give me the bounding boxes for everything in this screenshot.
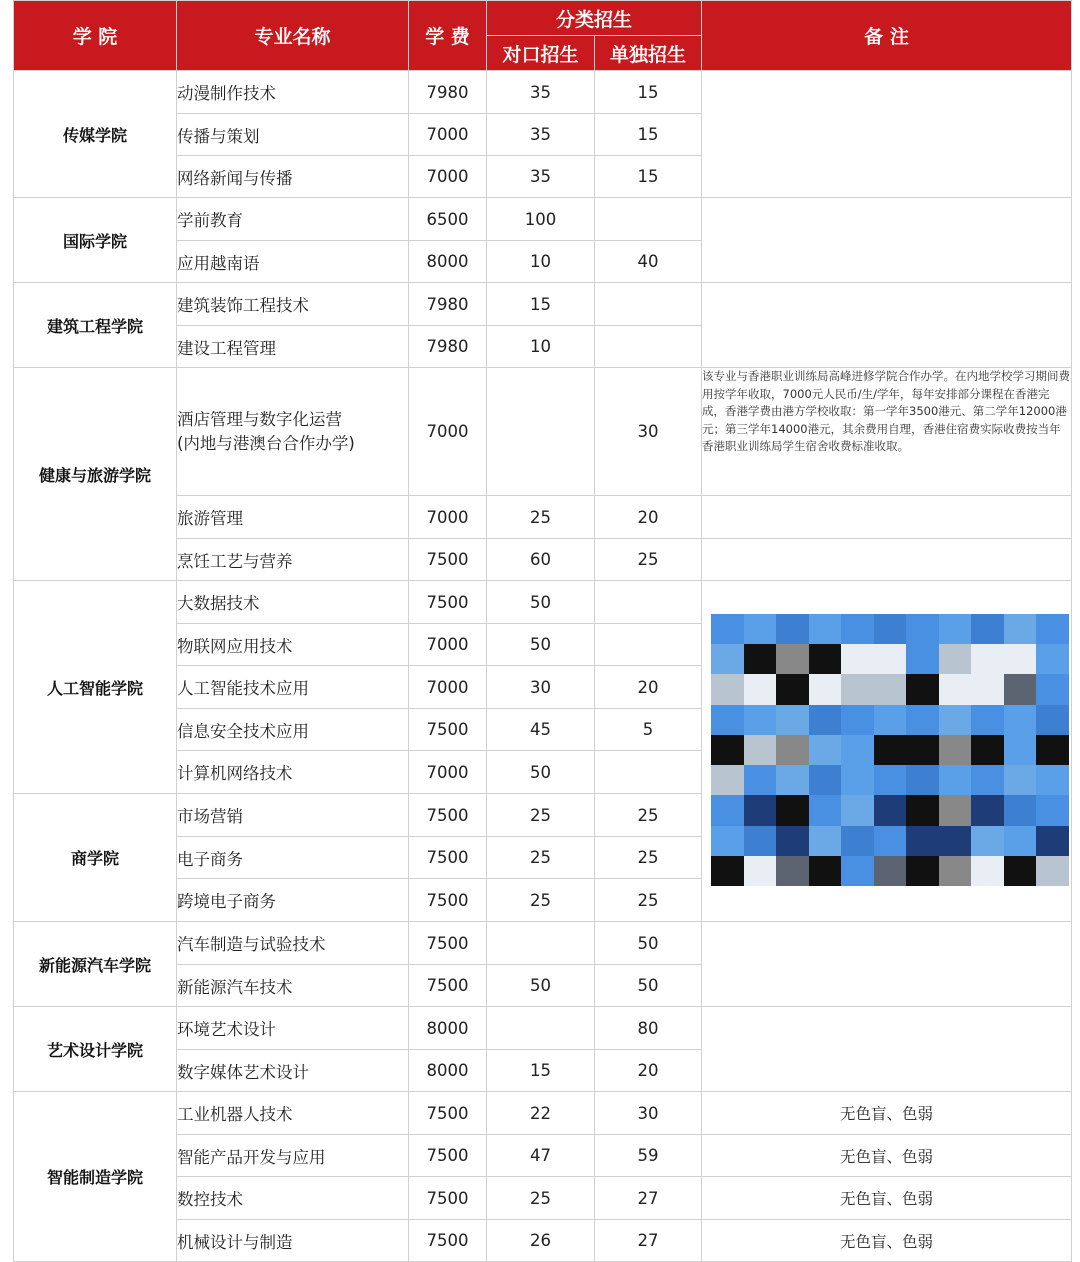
header-category: 分类招生 (487, 1, 702, 36)
mosaic-block (971, 856, 1004, 886)
mosaic-block (906, 856, 939, 886)
mosaic-block (841, 614, 874, 644)
mosaic-block (776, 614, 809, 644)
mosaic-block (906, 735, 939, 765)
major-cell: 数字媒体艺术设计 (177, 1050, 409, 1092)
tuition-cell: 7500 (409, 581, 487, 624)
duikou-cell: 25 (487, 837, 595, 879)
dandu-cell (595, 283, 702, 326)
tuition-cell: 7980 (409, 71, 487, 114)
mosaic-block (711, 795, 744, 825)
mosaic-block (776, 674, 809, 704)
mosaic-block (874, 826, 907, 856)
mosaic-block (809, 795, 842, 825)
mosaic-block (711, 614, 744, 644)
mosaic-block (939, 856, 972, 886)
dandu-cell: 30 (595, 1092, 702, 1135)
major-cell: 工业机器人技术 (177, 1092, 409, 1135)
mosaic-block (1004, 795, 1037, 825)
duikou-cell: 35 (487, 71, 595, 114)
table-row (14, 922, 1072, 965)
mosaic-block (776, 644, 809, 674)
mosaic-block (711, 856, 744, 886)
tuition-cell: 7500 (409, 1092, 487, 1135)
major-cell: 机械设计与制造 (177, 1220, 409, 1262)
tuition-cell: 7500 (409, 1135, 487, 1177)
major-cell: 环境艺术设计 (177, 1007, 409, 1050)
dandu-cell: 27 (595, 1177, 702, 1220)
duikou-cell: 45 (487, 709, 595, 751)
tuition-cell: 7980 (409, 283, 487, 326)
dandu-cell (595, 624, 702, 666)
mosaic-block (1004, 856, 1037, 886)
mosaic-block (1036, 826, 1069, 856)
remark-cell (702, 539, 1072, 581)
mosaic-block (1036, 674, 1069, 704)
dandu-cell: 5 (595, 709, 702, 751)
mosaic-block (874, 614, 907, 644)
remark-cell (702, 283, 1072, 368)
remark-cell: 无色盲、色弱 (702, 1220, 1072, 1262)
college-cell: 国际学院 (14, 198, 177, 283)
mosaic-block (906, 705, 939, 735)
mosaic-block (971, 644, 1004, 674)
mosaic-block (776, 856, 809, 886)
dandu-cell: 20 (595, 666, 702, 709)
mosaic-block (841, 674, 874, 704)
major-cell: 应用越南语 (177, 241, 409, 283)
dandu-cell: 25 (595, 539, 702, 581)
major-cell: 市场营销 (177, 794, 409, 837)
duikou-cell: 10 (487, 241, 595, 283)
dandu-cell: 25 (595, 794, 702, 837)
major-cell: 传播与策划 (177, 114, 409, 156)
college-cell: 建筑工程学院 (14, 283, 177, 368)
remark-cell (702, 71, 1072, 198)
mosaic-block (1004, 826, 1037, 856)
mosaic-block (939, 765, 972, 795)
tuition-cell: 7980 (409, 326, 487, 368)
dandu-cell (595, 326, 702, 368)
header-tuition: 学 费 (409, 1, 487, 71)
tuition-cell: 7500 (409, 922, 487, 965)
mosaic-block (1004, 614, 1037, 644)
major-cell: 学前教育 (177, 198, 409, 241)
mosaic-block (711, 644, 744, 674)
mosaic-block (939, 644, 972, 674)
mosaic-block (939, 826, 972, 856)
major-cell: 大数据技术 (177, 581, 409, 624)
mosaic-block (1004, 735, 1037, 765)
duikou-cell: 50 (487, 751, 595, 794)
dandu-cell (595, 581, 702, 624)
mosaic-block (711, 674, 744, 704)
tuition-cell: 7000 (409, 368, 487, 496)
major-cell: 酒店管理与数字化运营 (内地与港澳台合作办学) (177, 368, 409, 496)
tuition-cell: 7000 (409, 624, 487, 666)
major-cell: 电子商务 (177, 837, 409, 879)
table-row (14, 1007, 1072, 1050)
dandu-cell: 27 (595, 1220, 702, 1262)
table-row (14, 71, 1072, 114)
tuition-cell: 7500 (409, 879, 487, 922)
mosaic-block (1036, 705, 1069, 735)
dandu-cell: 15 (595, 114, 702, 156)
duikou-cell: 47 (487, 1135, 595, 1177)
mosaic-block (906, 826, 939, 856)
mosaic-block (776, 735, 809, 765)
mosaic-block (1004, 644, 1037, 674)
major-cell: 智能产品开发与应用 (177, 1135, 409, 1177)
college-cell: 传媒学院 (14, 71, 177, 198)
mosaic-block (841, 856, 874, 886)
mosaic-block (744, 795, 777, 825)
mosaic-block (809, 765, 842, 795)
mosaic-block (971, 705, 1004, 735)
mosaic-block (841, 826, 874, 856)
duikou-cell: 50 (487, 581, 595, 624)
mosaic-block (874, 644, 907, 674)
mosaic-block (971, 826, 1004, 856)
mosaic-block (809, 826, 842, 856)
mosaic-block (744, 644, 777, 674)
tuition-cell: 7000 (409, 496, 487, 539)
tuition-cell: 7000 (409, 666, 487, 709)
duikou-cell (487, 1007, 595, 1050)
duikou-cell: 25 (487, 794, 595, 837)
mosaic-block (744, 856, 777, 886)
dandu-cell: 59 (595, 1135, 702, 1177)
duikou-cell: 25 (487, 496, 595, 539)
remark-cell: 无色盲、色弱 (702, 1135, 1072, 1177)
mosaic-block (744, 614, 777, 644)
mosaic-block (776, 795, 809, 825)
remark-cell: 无色盲、色弱 (702, 1092, 1072, 1135)
mosaic-block (971, 614, 1004, 644)
tuition-cell: 7500 (409, 539, 487, 581)
mosaic-block (906, 674, 939, 704)
tuition-cell: 7500 (409, 1177, 487, 1220)
dandu-cell: 20 (595, 1050, 702, 1092)
mosaic-block (874, 674, 907, 704)
mosaic-block (711, 765, 744, 795)
remark-cell (702, 496, 1072, 539)
mosaic-block (744, 705, 777, 735)
mosaic-block (744, 674, 777, 704)
remark-cell (702, 198, 1072, 283)
table-row (14, 1092, 1072, 1135)
major-cell: 建筑装饰工程技术 (177, 283, 409, 326)
duikou-cell: 50 (487, 965, 595, 1007)
mosaic-block (809, 705, 842, 735)
mosaic-block (841, 705, 874, 735)
major-cell: 旅游管理 (177, 496, 409, 539)
dandu-cell: 15 (595, 71, 702, 114)
dandu-cell: 80 (595, 1007, 702, 1050)
tuition-cell: 7500 (409, 965, 487, 1007)
dandu-cell: 30 (595, 368, 702, 496)
major-cell: 建设工程管理 (177, 326, 409, 368)
remark-cell (702, 922, 1072, 1007)
major-cell: 动漫制作技术 (177, 71, 409, 114)
major-cell: 汽车制造与试验技术 (177, 922, 409, 965)
tuition-cell: 7000 (409, 156, 487, 198)
mosaic-block (809, 644, 842, 674)
college-cell: 商学院 (14, 794, 177, 922)
mosaic-block (1036, 795, 1069, 825)
header-duikou: 对口招生 (487, 36, 595, 71)
college-cell: 人工智能学院 (14, 581, 177, 794)
mosaic-block (939, 674, 972, 704)
mosaic-block (1036, 644, 1069, 674)
mosaic-block (744, 826, 777, 856)
header-remark: 备 注 (702, 1, 1072, 71)
tuition-cell: 8000 (409, 241, 487, 283)
major-cell: 信息安全技术应用 (177, 709, 409, 751)
duikou-cell (487, 368, 595, 496)
mosaic-block (874, 795, 907, 825)
mosaic-block (971, 795, 1004, 825)
major-cell: 物联网应用技术 (177, 624, 409, 666)
dandu-cell: 25 (595, 837, 702, 879)
remark-cell: 无色盲、色弱 (702, 1177, 1072, 1220)
mosaic-block (939, 735, 972, 765)
pixelated-qr-image (711, 614, 1069, 886)
mosaic-block (1036, 614, 1069, 644)
mosaic-block (874, 735, 907, 765)
tuition-cell: 7000 (409, 114, 487, 156)
major-cell: 跨境电子商务 (177, 879, 409, 922)
major-cell: 烹饪工艺与营养 (177, 539, 409, 581)
mosaic-block (744, 765, 777, 795)
duikou-cell: 15 (487, 1050, 595, 1092)
mosaic-block (971, 674, 1004, 704)
tuition-cell: 7500 (409, 837, 487, 879)
college-cell: 新能源汽车学院 (14, 922, 177, 1007)
major-cell: 新能源汽车技术 (177, 965, 409, 1007)
duikou-cell: 100 (487, 198, 595, 241)
mosaic-block (841, 795, 874, 825)
mosaic-block (711, 705, 744, 735)
mosaic-block (711, 826, 744, 856)
duikou-cell: 25 (487, 879, 595, 922)
dandu-cell: 50 (595, 922, 702, 965)
mosaic-block (776, 705, 809, 735)
mosaic-block (1004, 765, 1037, 795)
mosaic-block (906, 795, 939, 825)
major-cell: 计算机网络技术 (177, 751, 409, 794)
mosaic-block (809, 674, 842, 704)
college-cell: 艺术设计学院 (14, 1007, 177, 1092)
mosaic-block (939, 614, 972, 644)
dandu-cell: 40 (595, 241, 702, 283)
header-college: 学 院 (14, 1, 177, 71)
mosaic-block (809, 856, 842, 886)
dandu-cell (595, 751, 702, 794)
mosaic-block (939, 705, 972, 735)
mosaic-block (776, 826, 809, 856)
tuition-cell: 7500 (409, 709, 487, 751)
college-cell: 健康与旅游学院 (14, 368, 177, 581)
mosaic-block (906, 644, 939, 674)
mosaic-block (971, 765, 1004, 795)
mosaic-block (841, 644, 874, 674)
header-major: 专业名称 (177, 1, 409, 71)
tuition-cell: 8000 (409, 1050, 487, 1092)
mosaic-block (841, 735, 874, 765)
mosaic-block (841, 765, 874, 795)
dandu-cell: 50 (595, 965, 702, 1007)
mosaic-block (1036, 765, 1069, 795)
mosaic-block (906, 765, 939, 795)
mosaic-block (1036, 735, 1069, 765)
table-row (14, 198, 1072, 241)
major-cell: 网络新闻与传播 (177, 156, 409, 198)
mosaic-block (744, 735, 777, 765)
table-row (14, 283, 1072, 326)
duikou-cell: 15 (487, 283, 595, 326)
mosaic-block (1004, 705, 1037, 735)
duikou-cell: 25 (487, 1177, 595, 1220)
duikou-cell: 50 (487, 624, 595, 666)
dandu-cell (595, 198, 702, 241)
mosaic-block (874, 856, 907, 886)
mosaic-block (874, 765, 907, 795)
duikou-cell: 30 (487, 666, 595, 709)
tuition-cell: 6500 (409, 198, 487, 241)
mosaic-block (1036, 856, 1069, 886)
mosaic-block (809, 614, 842, 644)
tuition-cell: 7500 (409, 1220, 487, 1262)
duikou-cell: 10 (487, 326, 595, 368)
mosaic-block (776, 765, 809, 795)
mosaic-block (874, 705, 907, 735)
mosaic-block (1004, 674, 1037, 704)
major-cell: 人工智能技术应用 (177, 666, 409, 709)
tuition-cell: 7500 (409, 794, 487, 837)
header-dandu: 单独招生 (595, 36, 702, 71)
duikou-cell: 35 (487, 114, 595, 156)
duikou-cell: 26 (487, 1220, 595, 1262)
remark-cell (702, 1007, 1072, 1092)
mosaic-block (939, 795, 972, 825)
dandu-cell: 20 (595, 496, 702, 539)
major-cell: 数控技术 (177, 1177, 409, 1220)
tuition-cell: 8000 (409, 1007, 487, 1050)
duikou-cell: 60 (487, 539, 595, 581)
dandu-cell: 15 (595, 156, 702, 198)
duikou-cell: 22 (487, 1092, 595, 1135)
mosaic-block (809, 735, 842, 765)
remark-cell: 该专业与香港职业训练局高峰进修学院合作办学。在内地学校学习期间费用按学年收取，7000元人民币/生/学年，每年安排部分课程在香港完成，香港学费由港方学校收取：第一学年3500港元、第二学年12000港元；第三学年14000港元，其余费用自理，香港住宿费实际收费按当年香港职业训练局学生宿舍收费标准收取。 (702, 368, 1072, 496)
mosaic-block (711, 735, 744, 765)
duikou-cell: 35 (487, 156, 595, 198)
college-cell: 智能制造学院 (14, 1092, 177, 1262)
dandu-cell: 25 (595, 879, 702, 922)
duikou-cell (487, 922, 595, 965)
tuition-cell: 7000 (409, 751, 487, 794)
mosaic-block (906, 614, 939, 644)
table-row (14, 368, 1072, 496)
mosaic-block (971, 735, 1004, 765)
